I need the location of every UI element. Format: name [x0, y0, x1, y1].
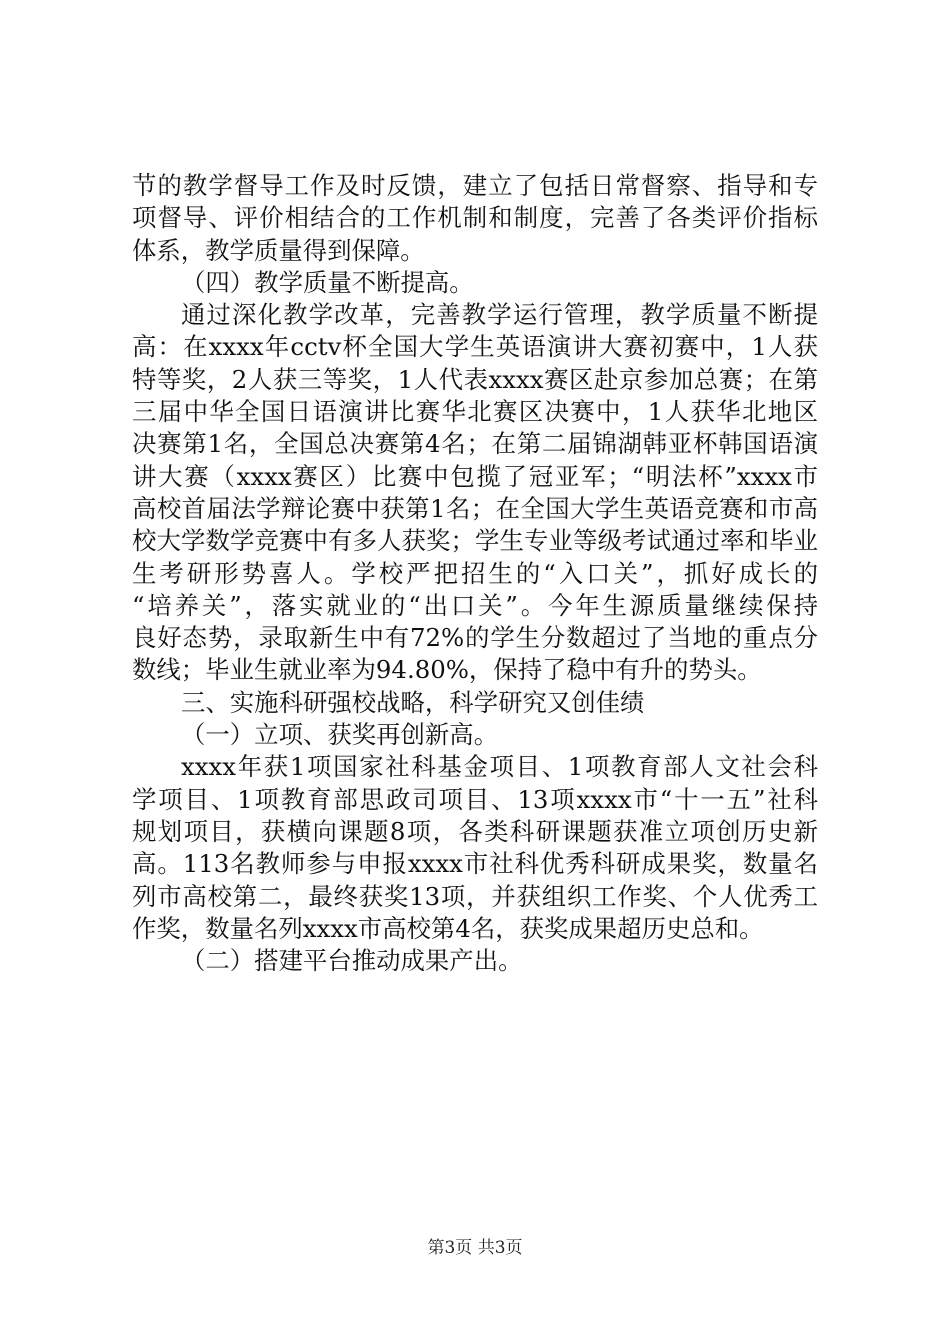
text-line: 校大学数学竞赛中有多人获奖；学生专业等级考试通过率和毕业	[132, 526, 818, 556]
text-line: 通过深化教学改革，完善教学运行管理，教学质量不断提	[181, 300, 818, 330]
text-line: 学项目、1项教育部思政司项目、13项xxxx市“十一五”社科	[132, 784, 818, 814]
paragraph-teaching-achievements	[132, 299, 818, 687]
text-line: 数线；毕业生就业率为94.80%，保持了稳中有升的势头。	[132, 655, 762, 685]
text-line: 特等奖，2人获三等奖，1人代表xxxx赛区赴京参加总赛；在第	[132, 364, 818, 394]
text-line: 良好态势，录取新生中有72%的学生分数超过了当地的重点分	[132, 623, 818, 653]
paragraph-teaching-supervision	[132, 170, 818, 267]
text-line: 体系，教学质量得到保障。	[132, 235, 425, 265]
text-line: （一）立项、获奖再创新高。	[181, 720, 499, 750]
text-line: “培养关”，落实就业的“出口关”。今年生源质量继续保持	[132, 590, 818, 620]
text-line: （二）搭建平台推动成果产出。	[181, 946, 523, 976]
text-line: 项督导、评价相结合的工作机制和制度，完善了各类评价指标	[132, 203, 818, 233]
section-heading-teaching-quality	[132, 267, 818, 299]
text-line: 生考研形势喜人。学校严把招生的“入口关”，抓好成长的	[132, 558, 818, 588]
page-number-label: 第3页 共3页	[427, 1238, 523, 1258]
text-line: xxxx年获1项国家社科基金项目、1项教育部人文社会科	[181, 752, 818, 782]
paragraph-research-projects	[132, 751, 818, 945]
document-body	[132, 170, 818, 977]
text-line: 高。113名教师参与申报xxxx市社科优秀科研成果奖，数量名	[132, 849, 818, 879]
text-line: 决赛第1名，全国总决赛第4名；在第二届锦湖韩亚杯韩国语演	[132, 429, 818, 459]
page-footer	[0, 1238, 950, 1258]
text-line: （四）教学质量不断提高。	[181, 267, 474, 297]
text-line: 高：在xxxx年cctv杯全国大学生英语演讲大赛初赛中，1人获	[132, 332, 818, 362]
text-line: 高校首届法学辩论赛中获第1名；在全国大学生英语竞赛和市高	[132, 493, 818, 523]
text-line: 规划项目，获横向课题8项，各类科研课题获准立项创历史新	[132, 816, 818, 846]
section-heading-research-strategy	[132, 687, 818, 719]
subheading-projects-awards	[132, 719, 818, 751]
subheading-platform-building	[132, 945, 818, 977]
text-line: 三、实施科研强校战略，科学研究又创佳绩	[181, 687, 645, 717]
text-line: 节的教学督导工作及时反馈，建立了包括日常督察、指导和专	[132, 171, 818, 200]
text-line: 列市高校第二，最终获奖13项，并获组织工作奖、个人优秀工	[132, 881, 818, 911]
text-line: 讲大赛（xxxx赛区）比赛中包揽了冠亚军；“明法杯”xxxx市	[132, 461, 818, 491]
text-line: 作奖，数量名列xxxx市高校第4名，获奖成果超历史总和。	[132, 913, 764, 943]
text-line: 三届中华全国日语演讲比赛华北赛区决赛中，1人获华北地区	[132, 397, 818, 427]
